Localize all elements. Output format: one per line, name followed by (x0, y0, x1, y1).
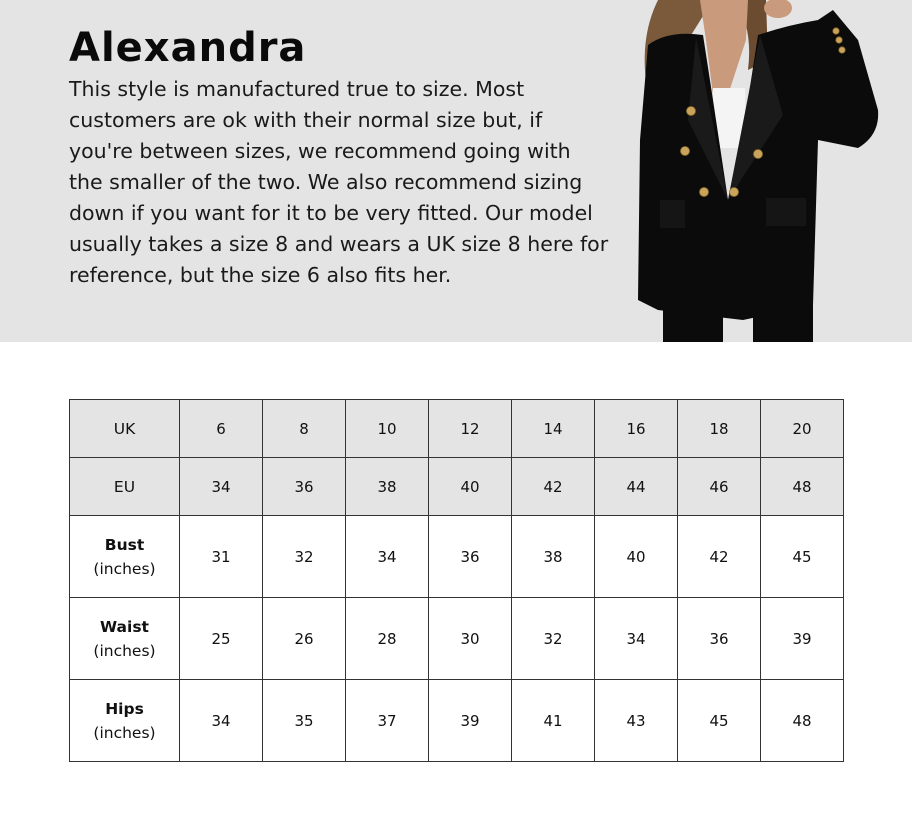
size-cell: 39 (761, 598, 844, 680)
size-cell: 30 (429, 598, 512, 680)
size-cell: 20 (761, 400, 844, 458)
size-cell: 32 (512, 598, 595, 680)
size-cell: 28 (346, 598, 429, 680)
size-cell: 46 (678, 458, 761, 516)
size-cell: 42 (678, 516, 761, 598)
size-cell: 48 (761, 458, 844, 516)
row-label-name: Waist (100, 617, 149, 636)
size-cell: 40 (595, 516, 678, 598)
row-label (70, 598, 180, 680)
product-title: Alexandra (69, 25, 307, 71)
size-cell: 34 (180, 680, 263, 762)
size-row-bust (70, 516, 844, 598)
size-cell: 41 (512, 680, 595, 762)
size-cell: 18 (678, 400, 761, 458)
row-label-unit: (inches) (93, 723, 156, 742)
size-row-eu (70, 458, 844, 516)
size-cell: 34 (180, 458, 263, 516)
size-cell: 40 (429, 458, 512, 516)
size-chart-table (69, 399, 844, 762)
size-cell: 14 (512, 400, 595, 458)
size-cell: 38 (346, 458, 429, 516)
size-cell: 43 (595, 680, 678, 762)
row-label: UK (70, 400, 180, 458)
row-label (70, 516, 180, 598)
size-cell: 36 (678, 598, 761, 680)
size-row-waist (70, 598, 844, 680)
size-cell: 34 (346, 516, 429, 598)
size-cell: 42 (512, 458, 595, 516)
size-cell: 45 (761, 516, 844, 598)
size-cell: 35 (263, 680, 346, 762)
size-cell: 26 (263, 598, 346, 680)
size-cell: 38 (512, 516, 595, 598)
size-cell: 31 (180, 516, 263, 598)
size-cell: 16 (595, 400, 678, 458)
size-cell: 8 (263, 400, 346, 458)
size-cell: 32 (263, 516, 346, 598)
row-label-unit: (inches) (93, 641, 156, 660)
row-label-name: Bust (104, 535, 145, 554)
size-cell: 48 (761, 680, 844, 762)
size-cell: 36 (429, 516, 512, 598)
size-row-hips (70, 680, 844, 762)
size-cell: 10 (346, 400, 429, 458)
size-cell: 45 (678, 680, 761, 762)
size-cell: 37 (346, 680, 429, 762)
size-cell: 25 (180, 598, 263, 680)
size-cell: 12 (429, 400, 512, 458)
fit-description: This style is manufactured true to size. Most customers are ok with their normal size but, if you're between sizes, we recommend going with the smaller of the two. We also recommend sizing down if you want for it to be very fitted. Our model usually takes a size 8 and wears a UK size 8 here for reference, but the size 6 also fits her. (69, 77, 609, 287)
row-label: EU (70, 458, 180, 516)
row-label-name: Hips (105, 699, 144, 718)
model-photo (618, 0, 912, 342)
row-label-unit: (inches) (93, 559, 156, 578)
size-cell: 6 (180, 400, 263, 458)
size-row-uk (70, 400, 844, 458)
size-cell: 34 (595, 598, 678, 680)
size-cell: 39 (429, 680, 512, 762)
size-cell: 36 (263, 458, 346, 516)
row-label (70, 680, 180, 762)
hero-banner (0, 0, 912, 342)
size-cell: 44 (595, 458, 678, 516)
